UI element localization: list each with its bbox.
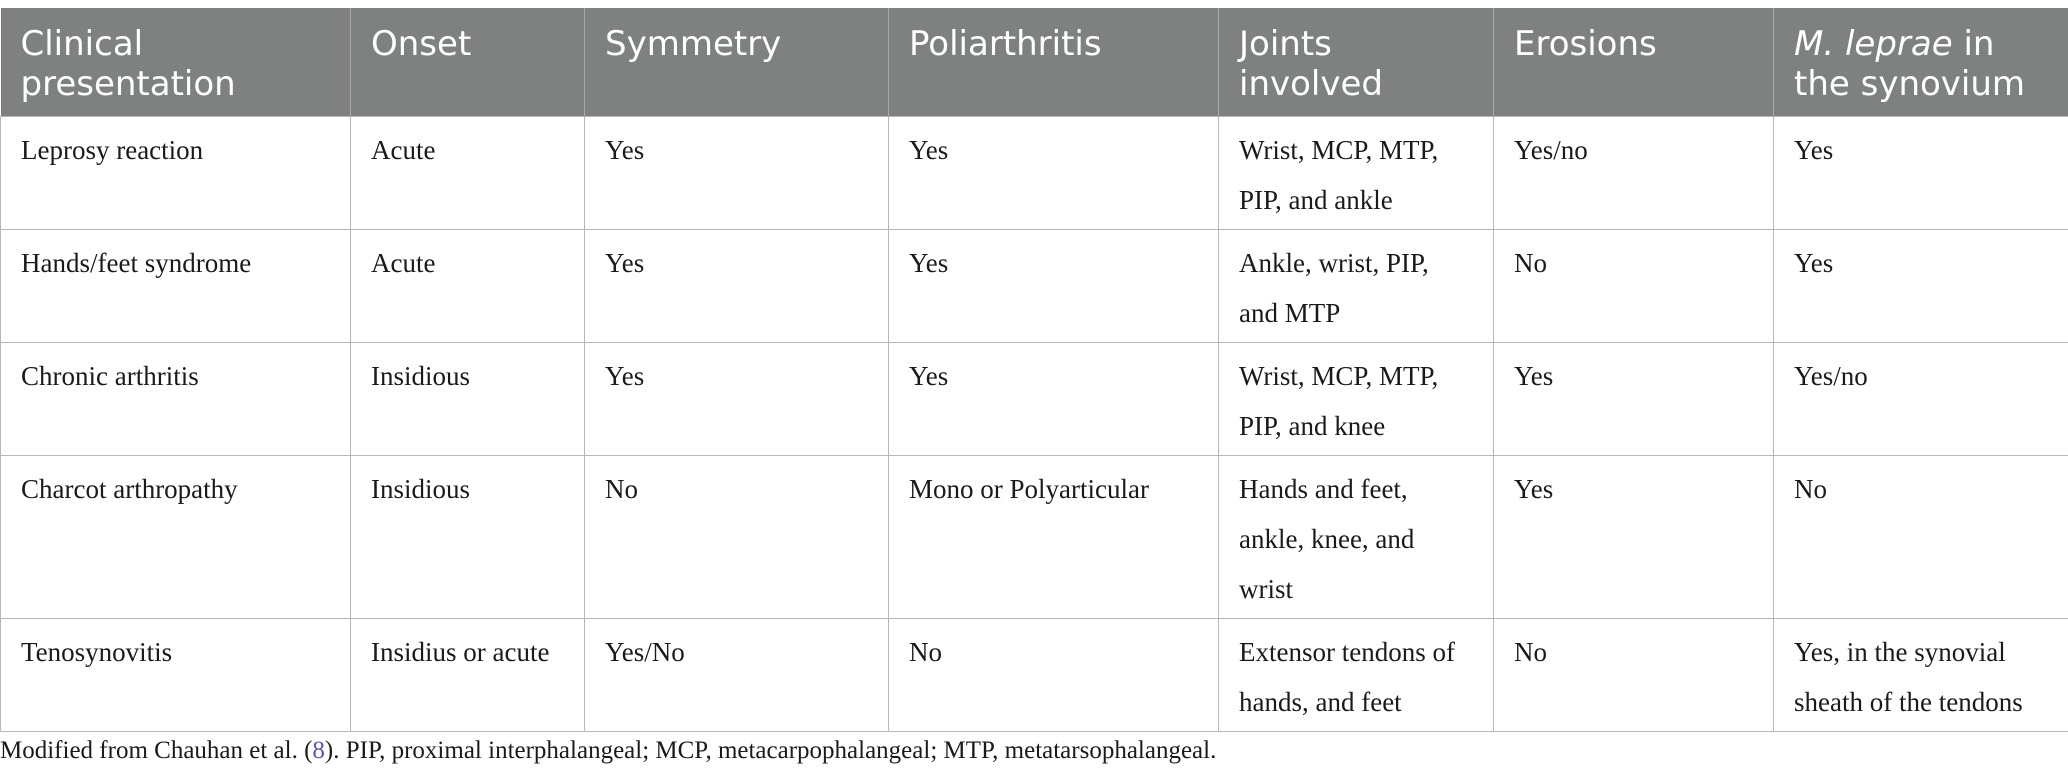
cell-symmetry: Yes [585, 343, 889, 456]
cell-joints-involved: Hands and feet, ankle, knee, and wrist [1219, 456, 1494, 619]
header-row [1, 8, 2068, 117]
cell-symmetry: Yes [585, 117, 889, 230]
clinical-presentation-table [0, 8, 2068, 732]
table-row [1, 619, 2068, 732]
cell-m-leprae: No [1774, 456, 2068, 619]
header-m-leprae-synovium [1774, 8, 2068, 117]
cell-symmetry: Yes [585, 230, 889, 343]
cell-erosions: No [1494, 619, 1774, 732]
table-container [0, 8, 2068, 732]
cell-clinical-presentation: Charcot arthropathy [1, 456, 351, 619]
cell-erosions: Yes [1494, 343, 1774, 456]
header-m-leprae-italic: M. leprae [1794, 24, 1953, 64]
cell-onset: Insidious [351, 456, 585, 619]
cell-poliarthritis: Yes [889, 117, 1219, 230]
header-clinical-presentation: Clinical presentation [1, 8, 351, 117]
cell-onset: Acute [351, 117, 585, 230]
cell-m-leprae: Yes [1774, 230, 2068, 343]
cell-erosions: Yes/no [1494, 117, 1774, 230]
footnote-suffix: ). PIP, proximal interphalangeal; MCP, metacarpophalangeal; MTP, metatarsophalangeal. [324, 737, 1217, 764]
table-footnote [0, 737, 1216, 765]
cell-m-leprae: Yes/no [1774, 343, 2068, 456]
cell-poliarthritis: Mono or Polyarticular [889, 456, 1219, 619]
header-joints-involved: Joints involved [1219, 8, 1494, 117]
header-poliarthritis: Poliarthritis [889, 8, 1219, 117]
cell-onset: Acute [351, 230, 585, 343]
table-row [1, 456, 2068, 619]
cell-poliarthritis: No [889, 619, 1219, 732]
cell-m-leprae: Yes [1774, 117, 2068, 230]
cell-poliarthritis: Yes [889, 230, 1219, 343]
cell-symmetry: Yes/No [585, 619, 889, 732]
table-header [1, 8, 2068, 117]
cell-symmetry: No [585, 456, 889, 619]
table-row [1, 343, 2068, 456]
cell-erosions: Yes [1494, 456, 1774, 619]
cell-clinical-presentation: Leprosy reaction [1, 117, 351, 230]
cell-joints-involved: Wrist, MCP, MTP, PIP, and knee [1219, 343, 1494, 456]
table-row [1, 230, 2068, 343]
header-symmetry: Symmetry [585, 8, 889, 117]
table-body [1, 117, 2068, 732]
cell-poliarthritis: Yes [889, 343, 1219, 456]
cell-clinical-presentation: Hands/feet syndrome [1, 230, 351, 343]
cell-onset: Insidius or acute [351, 619, 585, 732]
header-onset: Onset [351, 8, 585, 117]
cell-erosions: No [1494, 230, 1774, 343]
table-row [1, 117, 2068, 230]
header-erosions: Erosions [1494, 8, 1774, 117]
cell-clinical-presentation: Chronic arthritis [1, 343, 351, 456]
footnote-prefix: Modified from Chauhan et al. ( [0, 737, 313, 764]
cell-clinical-presentation: Tenosynovitis [1, 619, 351, 732]
cell-joints-involved: Ankle, wrist, PIP, and MTP [1219, 230, 1494, 343]
header-m-leprae-rest: in the synovium [1794, 24, 2026, 104]
footnote-reference-link[interactable]: 8 [312, 737, 325, 764]
cell-onset: Insidious [351, 343, 585, 456]
cell-joints-involved: Wrist, MCP, MTP, PIP, and ankle [1219, 117, 1494, 230]
cell-m-leprae: Yes, in the synovial sheath of the tendons [1774, 619, 2068, 732]
cell-joints-involved: Extensor tendons of hands, and feet [1219, 619, 1494, 732]
